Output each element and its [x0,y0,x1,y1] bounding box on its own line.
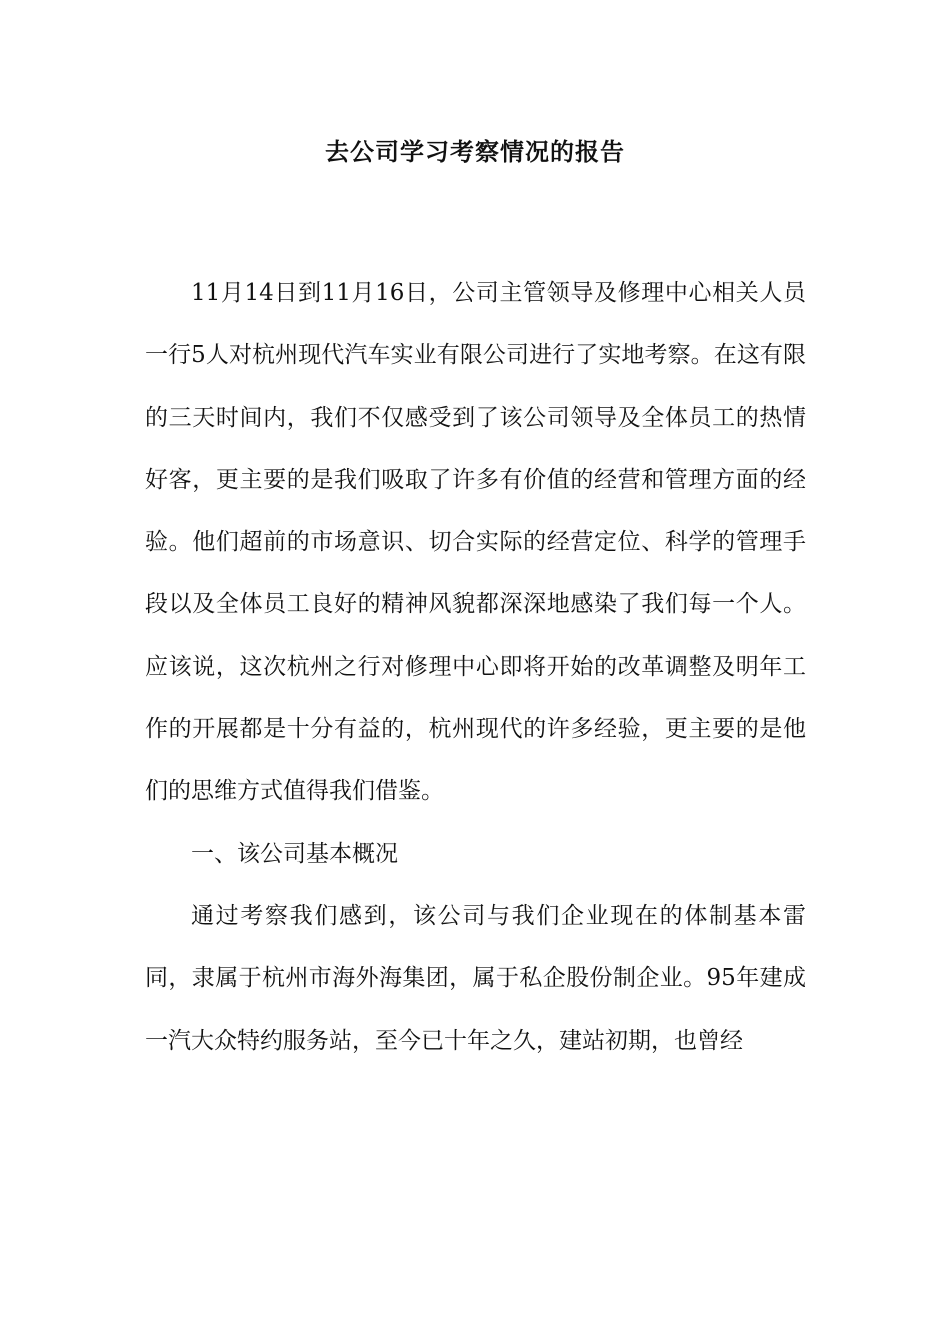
section-heading: 一、该公司基本概况 [191,840,398,867]
section-paragraph: 通过考察我们感到，该公司与我们企业现在的体制基本雷同，隶属于杭州市海外海集团，属于私企股份制企业。95年建成一汽大众特约服务站，至今已十年之久，建站初期，也曾经 [145,902,806,1054]
document-body [145,262,806,1072]
page-title: 去公司学习考察情况的报告 [325,137,625,166]
intro-paragraph: 11月14日到11月16日，公司主管领导及修理中心相关人员一行5人对杭州现代汽车实业有限公司进行了实地考察。在这有限的三天时间内，我们不仅感受到了该公司领导及全体员工的热情好客，更主要的是我们吸取了许多有价值的经营和管理方面的经验。他们超前的市场意识、切合实际的经营定位、科学的管理手段以及全体员工良好的精神风貌都深深地感染了我们每一个人。应该说，这次杭州之行对修理中心即将开始的改革调整及明年工作的开展都是十分有益的，杭州现代的许多经验，更主要的是他们的思维方式值得我们借鉴。 [145,280,806,805]
